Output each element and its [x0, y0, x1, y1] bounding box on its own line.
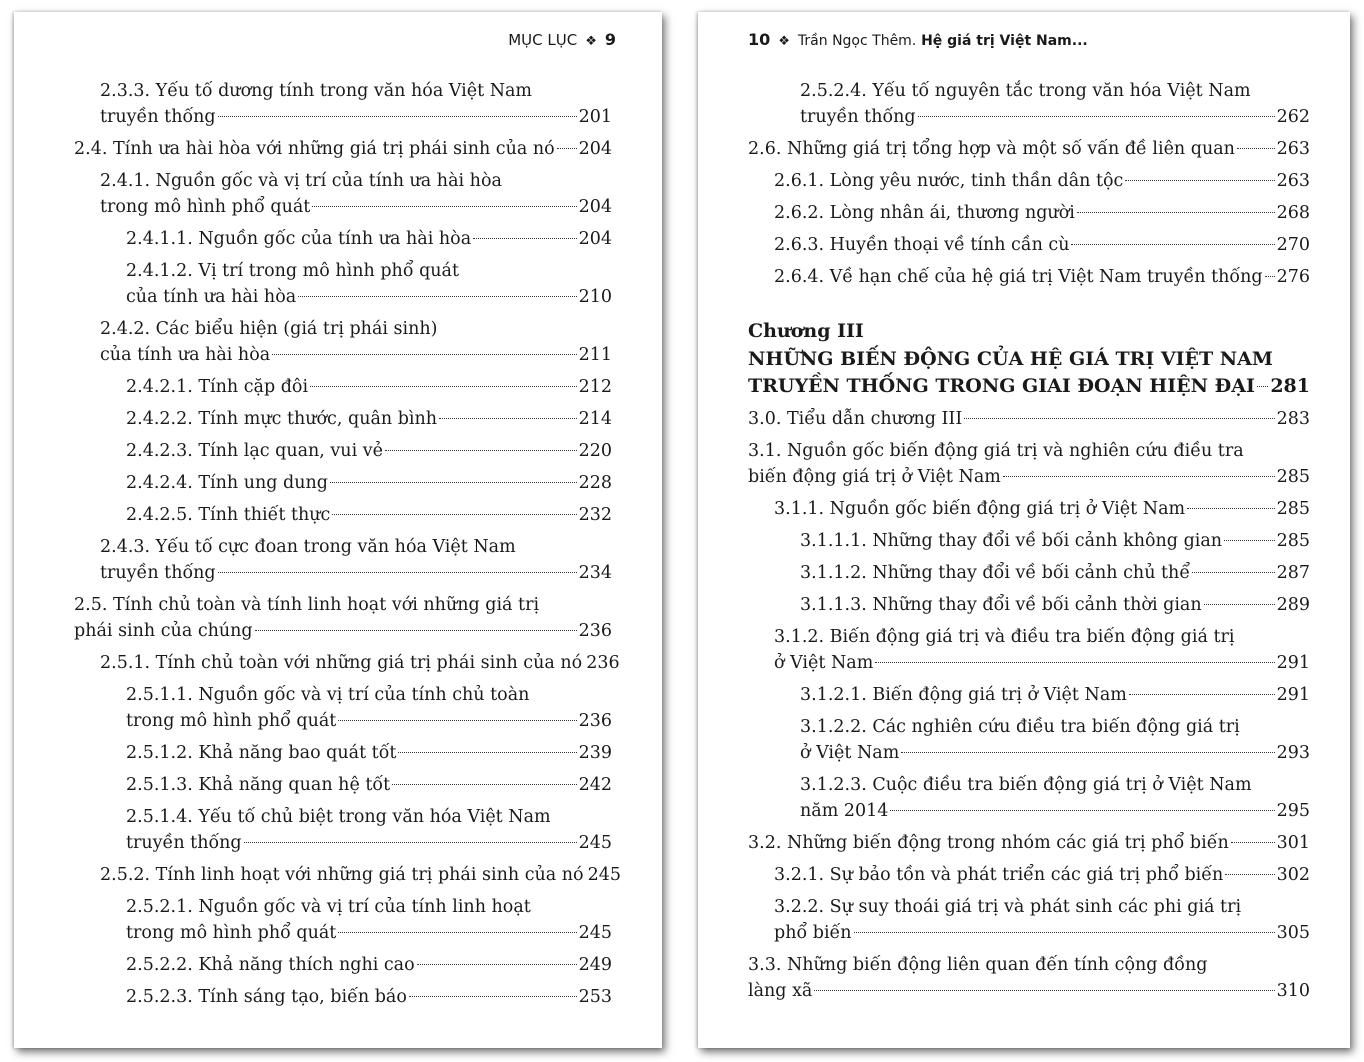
toc-entry-title: 3.1.1.2. Những thay đổi về bối cảnh chủ thể — [800, 563, 1191, 583]
toc-entry-title: trong mô hình phổ quát — [126, 711, 337, 731]
dot-leader — [1125, 180, 1274, 181]
toc-entry-title: 2.5.2. Tính linh hoạt với những giá trị phái sinh của nó — [100, 865, 584, 885]
toc-entry-row — [126, 502, 612, 528]
toc-page-number: 262 — [1276, 107, 1310, 127]
toc-page-number: 212 — [578, 377, 612, 397]
toc-entry-row — [774, 862, 1310, 888]
dot-leader — [439, 418, 577, 419]
toc-entry — [748, 346, 1310, 400]
toc-page-number: 263 — [1276, 139, 1310, 159]
toc-entry-title: 2.4.1.1. Nguồn gốc của tính ưa hài hòa — [126, 229, 472, 249]
toc-entry-title: 3.2.1. Sự bảo tồn và phát triển các giá trị phổ biến — [774, 865, 1224, 885]
toc-entry-title-line: 2.5.1.4. Yếu tố chủ biệt trong văn hóa Việt Nam — [126, 807, 551, 827]
running-header-title: MỤC LỤC — [508, 31, 578, 49]
toc-entry-row — [126, 374, 612, 400]
toc-page-number: 210 — [578, 287, 612, 307]
toc-entry — [74, 984, 612, 1010]
toc-entry-title-line: 3.3. Những biến động liên quan đến tính cộng đồng — [748, 955, 1208, 975]
toc-entry — [74, 804, 612, 856]
dot-leader — [1224, 540, 1275, 541]
toc-entry-title: năm 2014 — [800, 801, 889, 821]
toc-entry-title: 2.5.1. Tính chủ toàn với những giá trị phái sinh của nó — [100, 653, 583, 673]
toc-page-number: 285 — [1276, 467, 1310, 487]
toc-entry-title-line: 2.5. Tính chủ toàn và tính linh hoạt với những giá trị — [74, 595, 540, 615]
dot-leader — [398, 752, 576, 753]
toc-entry-row — [126, 830, 612, 856]
toc-entry-row — [74, 618, 612, 644]
toc-page-number: 245 — [578, 923, 612, 943]
toc-entry-title-line: 2.5.2.4. Yếu tố nguyên tắc trong văn hóa Việt Nam — [800, 81, 1251, 101]
chapter-label: Chương III — [748, 320, 864, 342]
toc-page-number: 236 — [586, 653, 620, 673]
dot-leader — [298, 296, 576, 297]
toc-section-chapter-3 — [748, 406, 1310, 1004]
toc-entry — [748, 232, 1310, 258]
toc-page-number: 295 — [1276, 801, 1310, 821]
toc-entry — [748, 772, 1310, 824]
dot-leader — [1187, 508, 1274, 509]
toc-entry-title: truyền thống — [126, 833, 242, 853]
toc-entry-title: 2.4.2.3. Tính lạc quan, vui vẻ — [126, 441, 383, 461]
toc-entry-row — [774, 232, 1310, 258]
toc-entry-row — [126, 740, 612, 766]
toc-entry-row — [126, 438, 612, 464]
dot-leader — [1225, 874, 1274, 875]
dot-leader — [338, 720, 576, 721]
dot-leader — [918, 116, 1275, 117]
toc-entry-title-line: 2.4.1. Nguồn gốc và vị trí của tính ưa hài hòa — [100, 171, 502, 191]
toc-entry-row — [100, 194, 612, 220]
toc-entry-title: 2.6.1. Lòng yêu nước, tinh thần dân tộc — [774, 171, 1124, 191]
toc-entry-title: 3.2. Những biến động trong nhóm các giá trị phổ biến — [748, 833, 1229, 853]
dot-leader — [875, 662, 1274, 663]
dot-leader — [332, 514, 576, 515]
toc-entry-row — [126, 406, 612, 432]
dot-leader — [244, 842, 577, 843]
toc-page-number: 204 — [578, 229, 612, 249]
toc-entry — [74, 168, 612, 220]
toc-entry-title: truyền thống — [100, 107, 216, 127]
dot-leader — [1003, 476, 1275, 477]
dot-leader — [1129, 694, 1275, 695]
dot-leader — [392, 784, 576, 785]
toc-entry — [74, 258, 612, 310]
toc-entry-row — [100, 862, 621, 888]
toc-entry — [748, 560, 1310, 586]
toc-page-number: 253 — [578, 987, 612, 1007]
toc-entry — [74, 592, 612, 644]
running-header-book-title: Hệ giá trị Việt Nam... — [921, 33, 1088, 49]
toc-entry — [74, 862, 621, 888]
toc-entry-title: TRUYỀN THỐNG TRONG GIAI ĐOẠN HIỆN ĐẠI — [748, 375, 1255, 397]
toc-entry-title: 2.4.2.4. Tính ung dung — [126, 473, 328, 493]
toc-entry-title: 2.6.3. Huyền thoại về tính cần cù — [774, 235, 1070, 255]
toc-entry-row — [126, 772, 612, 798]
toc-entry — [748, 862, 1310, 888]
toc-page-number: 291 — [1276, 653, 1310, 673]
toc-page-number: 245 — [578, 833, 612, 853]
dot-leader — [1077, 212, 1275, 213]
toc-entry-title: 3.0. Tiểu dẫn chương III — [748, 409, 963, 429]
toc-entry-row — [126, 952, 612, 978]
dot-leader — [330, 482, 577, 483]
toc-entry — [74, 78, 612, 130]
toc-entry — [74, 772, 612, 798]
toc-entry-title: truyền thống — [100, 563, 216, 583]
toc-entry-row — [748, 830, 1310, 856]
toc-page-number: 276 — [1276, 267, 1310, 287]
toc-entry-title-line: 3.1.2. Biến động giá trị và điều tra biến động giá trị — [774, 627, 1235, 647]
toc-entry-title: 3.1.2.1. Biến động giá trị ở Việt Nam — [800, 685, 1127, 705]
dot-leader — [312, 206, 576, 207]
toc-entry-title: biến động giá trị ở Việt Nam — [748, 467, 1001, 487]
toc-entry-row — [100, 342, 612, 368]
toc-entry-title: 2.5.1.2. Khả năng bao quát tốt — [126, 743, 397, 763]
toc-page-number: 214 — [578, 409, 612, 429]
toc-entry-row — [800, 682, 1310, 708]
toc-entry-title: trong mô hình phổ quát — [100, 197, 311, 217]
toc-entry — [74, 894, 612, 946]
dot-leader — [218, 572, 577, 573]
toc-page-number: 249 — [578, 955, 612, 975]
toc-entry — [74, 374, 612, 400]
toc-entry-title: 3.1.1.3. Những thay đổi về bối cảnh thời gian — [800, 595, 1202, 615]
toc-entry-title: ở Việt Nam — [800, 743, 900, 763]
toc-page-number: 204 — [578, 139, 612, 159]
left-page-header — [508, 30, 616, 50]
toc-entry — [74, 650, 620, 676]
toc-page-number: 236 — [578, 711, 612, 731]
toc-entry-row — [748, 978, 1310, 1004]
toc-entry-title: phổ biến — [774, 923, 852, 943]
toc-entry-title-line: 2.5.2.1. Nguồn gốc và vị trí của tính linh hoạt — [126, 897, 531, 917]
toc-entry-title-line: 2.4.3. Yếu tố cực đoan trong văn hóa Việt Nam — [100, 537, 516, 557]
dot-leader — [255, 630, 577, 631]
toc-page-number: 234 — [578, 563, 612, 583]
toc-entry-title: truyền thống — [800, 107, 916, 127]
dot-leader — [385, 450, 577, 451]
dot-leader — [1071, 244, 1274, 245]
toc-page-number: 293 — [1276, 743, 1310, 763]
page-number: 10 — [748, 30, 771, 49]
toc-entry — [74, 534, 612, 586]
toc-entry-row — [74, 136, 612, 162]
toc-entry-row — [774, 496, 1310, 522]
toc-entry — [74, 406, 612, 432]
toc-entry-row — [748, 136, 1310, 162]
toc-entry-row — [748, 464, 1310, 490]
toc-entry-title: 3.1.1. Nguồn gốc biến động giá trị ở Việt Nam — [774, 499, 1186, 519]
toc-page-number: 285 — [1276, 531, 1310, 551]
toc-page-number: 239 — [578, 743, 612, 763]
dot-leader — [1231, 842, 1275, 843]
toc-page-number: 263 — [1276, 171, 1310, 191]
toc-entry-title: của tính ưa hài hòa — [126, 287, 297, 307]
dot-leader — [901, 752, 1274, 753]
toc-page-number: 283 — [1276, 409, 1310, 429]
dot-leader — [1192, 572, 1275, 573]
toc-entry-title: của tính ưa hài hòa — [100, 345, 271, 365]
toc-entry-title: 2.5.1.3. Khả năng quan hệ tốt — [126, 775, 391, 795]
toc-entry — [748, 592, 1310, 618]
toc-entry-row — [800, 740, 1310, 766]
dot-leader — [964, 418, 1274, 419]
toc-entry-row — [774, 650, 1310, 676]
dot-leader — [338, 932, 576, 933]
toc-entry-title: 2.6.2. Lòng nhân ái, thương người — [774, 203, 1075, 223]
toc-entry — [748, 136, 1310, 162]
toc-entry — [748, 168, 1310, 194]
toc-entry-title: trong mô hình phổ quát — [126, 923, 337, 943]
toc-entry — [748, 952, 1310, 1004]
dot-leader — [218, 116, 577, 117]
toc-entry-row — [748, 406, 1310, 432]
toc-page-number: 201 — [578, 107, 612, 127]
dot-leader — [814, 990, 1274, 991]
toc-page-number: 228 — [578, 473, 612, 493]
toc-entry — [74, 136, 612, 162]
left-page — [14, 12, 662, 1048]
toc-entry-row — [748, 373, 1310, 400]
toc-page-number: 281 — [1270, 375, 1310, 397]
toc-entry-title: làng xã — [748, 981, 813, 1001]
toc-entry-title-line: 2.4.2. Các biểu hiện (giá trị phái sinh) — [100, 319, 438, 339]
dot-leader — [417, 964, 577, 965]
table-of-contents — [74, 78, 621, 1016]
toc-page-number: 204 — [578, 197, 612, 217]
toc-page-number: 220 — [578, 441, 612, 461]
toc-entry-row — [800, 560, 1310, 586]
toc-page-number: 289 — [1276, 595, 1310, 615]
toc-page-number: 270 — [1276, 235, 1310, 255]
toc-entry-title: phái sinh của chúng — [74, 621, 253, 641]
right-page-header — [748, 30, 1088, 50]
dot-leader — [272, 354, 576, 355]
toc-entry — [748, 528, 1310, 554]
toc-entry-row — [126, 226, 612, 252]
dot-leader — [890, 810, 1274, 811]
diamond-ornament-icon: ❖ — [778, 34, 790, 49]
dot-leader — [409, 996, 577, 997]
toc-entry-title-line: 3.2.2. Sự suy thoái giá trị và phát sinh các phi giá trị — [774, 897, 1242, 917]
toc-entry — [748, 406, 1310, 432]
running-header-author: Trần Ngọc Thêm. — [797, 33, 917, 49]
toc-entry-title: 3.1.1.1. Những thay đổi về bối cảnh không gian — [800, 531, 1223, 551]
toc-page-number: 305 — [1276, 923, 1310, 943]
toc-entry-row — [126, 470, 612, 496]
toc-page-number: 232 — [578, 505, 612, 525]
toc-entry — [74, 316, 612, 368]
dot-leader — [1204, 604, 1275, 605]
toc-entry-row — [100, 104, 612, 130]
toc-entry-title: 2.4.2.1. Tính cặp đôi — [126, 377, 309, 397]
toc-entry-title-line: 3.1.2.3. Cuộc điều tra biến động giá trị ở Việt Nam — [800, 775, 1252, 795]
dot-leader — [1237, 148, 1275, 149]
toc-page-number: 268 — [1276, 203, 1310, 223]
toc-page-number: 310 — [1276, 981, 1310, 1001]
dot-leader — [1265, 276, 1275, 277]
toc-entry — [748, 78, 1310, 130]
toc-page-number: 245 — [587, 865, 621, 885]
dot-leader — [1257, 386, 1268, 387]
toc-page-number: 236 — [578, 621, 612, 641]
toc-entry-title: 2.5.2.2. Khả năng thích nghi cao — [126, 955, 415, 975]
toc-page-number: 291 — [1276, 685, 1310, 705]
toc-entry-title: 2.5.2.3. Tính sáng tạo, biến báo — [126, 987, 407, 1007]
dot-leader — [473, 238, 576, 239]
toc-entry-title: 2.6. Những giá trị tổng hợp và một số vấn đề liên quan — [748, 139, 1235, 159]
toc-page-number: 242 — [578, 775, 612, 795]
toc-page-number: 285 — [1276, 499, 1310, 519]
toc-entry-row — [800, 798, 1310, 824]
toc-entry-row — [774, 920, 1310, 946]
toc-entry-title-line: 2.3.3. Yếu tố dương tính trong văn hóa Việt Nam — [100, 81, 533, 101]
table-of-contents — [748, 78, 1310, 1010]
toc-entry-title-line: 2.4.1.2. Vị trí trong mô hình phổ quát — [126, 261, 460, 281]
right-page — [698, 12, 1350, 1048]
toc-entry-row — [800, 592, 1310, 618]
toc-entry-title: ở Việt Nam — [774, 653, 874, 673]
toc-entry-row — [100, 650, 620, 676]
toc-entry-row — [126, 284, 612, 310]
toc-entry-row — [774, 168, 1310, 194]
toc-entry — [74, 438, 612, 464]
toc-entry-row — [800, 104, 1310, 130]
toc-entry-title: 2.6.4. Về hạn chế của hệ giá trị Việt Nam truyền thống — [774, 267, 1263, 287]
toc-entry-row — [774, 264, 1310, 290]
toc-entry-row — [126, 920, 612, 946]
toc-section-chapter-2-end — [748, 78, 1310, 290]
toc-entry — [748, 714, 1310, 766]
toc-page-number: 301 — [1276, 833, 1310, 853]
page-number: 9 — [604, 30, 616, 49]
toc-entry-row — [100, 560, 612, 586]
toc-entry-title-line: 3.1.2.2. Các nghiên cứu điều tra biến động giá trị — [800, 717, 1240, 737]
toc-entry — [74, 502, 612, 528]
toc-entry-row — [126, 984, 612, 1010]
toc-entry-title-line: 3.1. Nguồn gốc biến động giá trị và nghiên cứu điều tra — [748, 441, 1244, 461]
toc-entry — [748, 624, 1310, 676]
toc-page-number: 302 — [1276, 865, 1310, 885]
toc-page-number: 211 — [578, 345, 612, 365]
toc-entry — [748, 200, 1310, 226]
chapter-title-entry — [748, 346, 1310, 400]
toc-entry — [748, 496, 1310, 522]
diamond-ornament-icon: ❖ — [585, 34, 597, 49]
toc-entry-title-line: 2.5.1.1. Nguồn gốc và vị trí của tính chủ toàn — [126, 685, 530, 705]
toc-entry-title-line: NHỮNG BIẾN ĐỘNG CỦA HỆ GIÁ TRỊ VIỆT NAM — [748, 348, 1273, 370]
toc-entry-row — [774, 200, 1310, 226]
toc-entry-title: 2.4.2.2. Tính mực thước, quân bình — [126, 409, 438, 429]
toc-entry-row — [800, 528, 1310, 554]
toc-entry — [748, 894, 1310, 946]
toc-entry — [74, 740, 612, 766]
toc-entry — [74, 470, 612, 496]
toc-entry — [748, 682, 1310, 708]
toc-page-number: 287 — [1276, 563, 1310, 583]
dot-leader — [854, 932, 1275, 933]
toc-entry — [748, 830, 1310, 856]
dot-leader — [310, 386, 577, 387]
toc-entry-title: 2.4. Tính ưa hài hòa với những giá trị phái sinh của nó — [74, 139, 555, 159]
toc-entry — [748, 438, 1310, 490]
toc-entry — [748, 264, 1310, 290]
toc-entry — [74, 682, 612, 734]
dot-leader — [557, 148, 577, 149]
toc-entry — [74, 226, 612, 252]
toc-entry-row — [126, 708, 612, 734]
toc-entry-title: 2.4.2.5. Tính thiết thực — [126, 505, 331, 525]
toc-entry — [74, 952, 612, 978]
